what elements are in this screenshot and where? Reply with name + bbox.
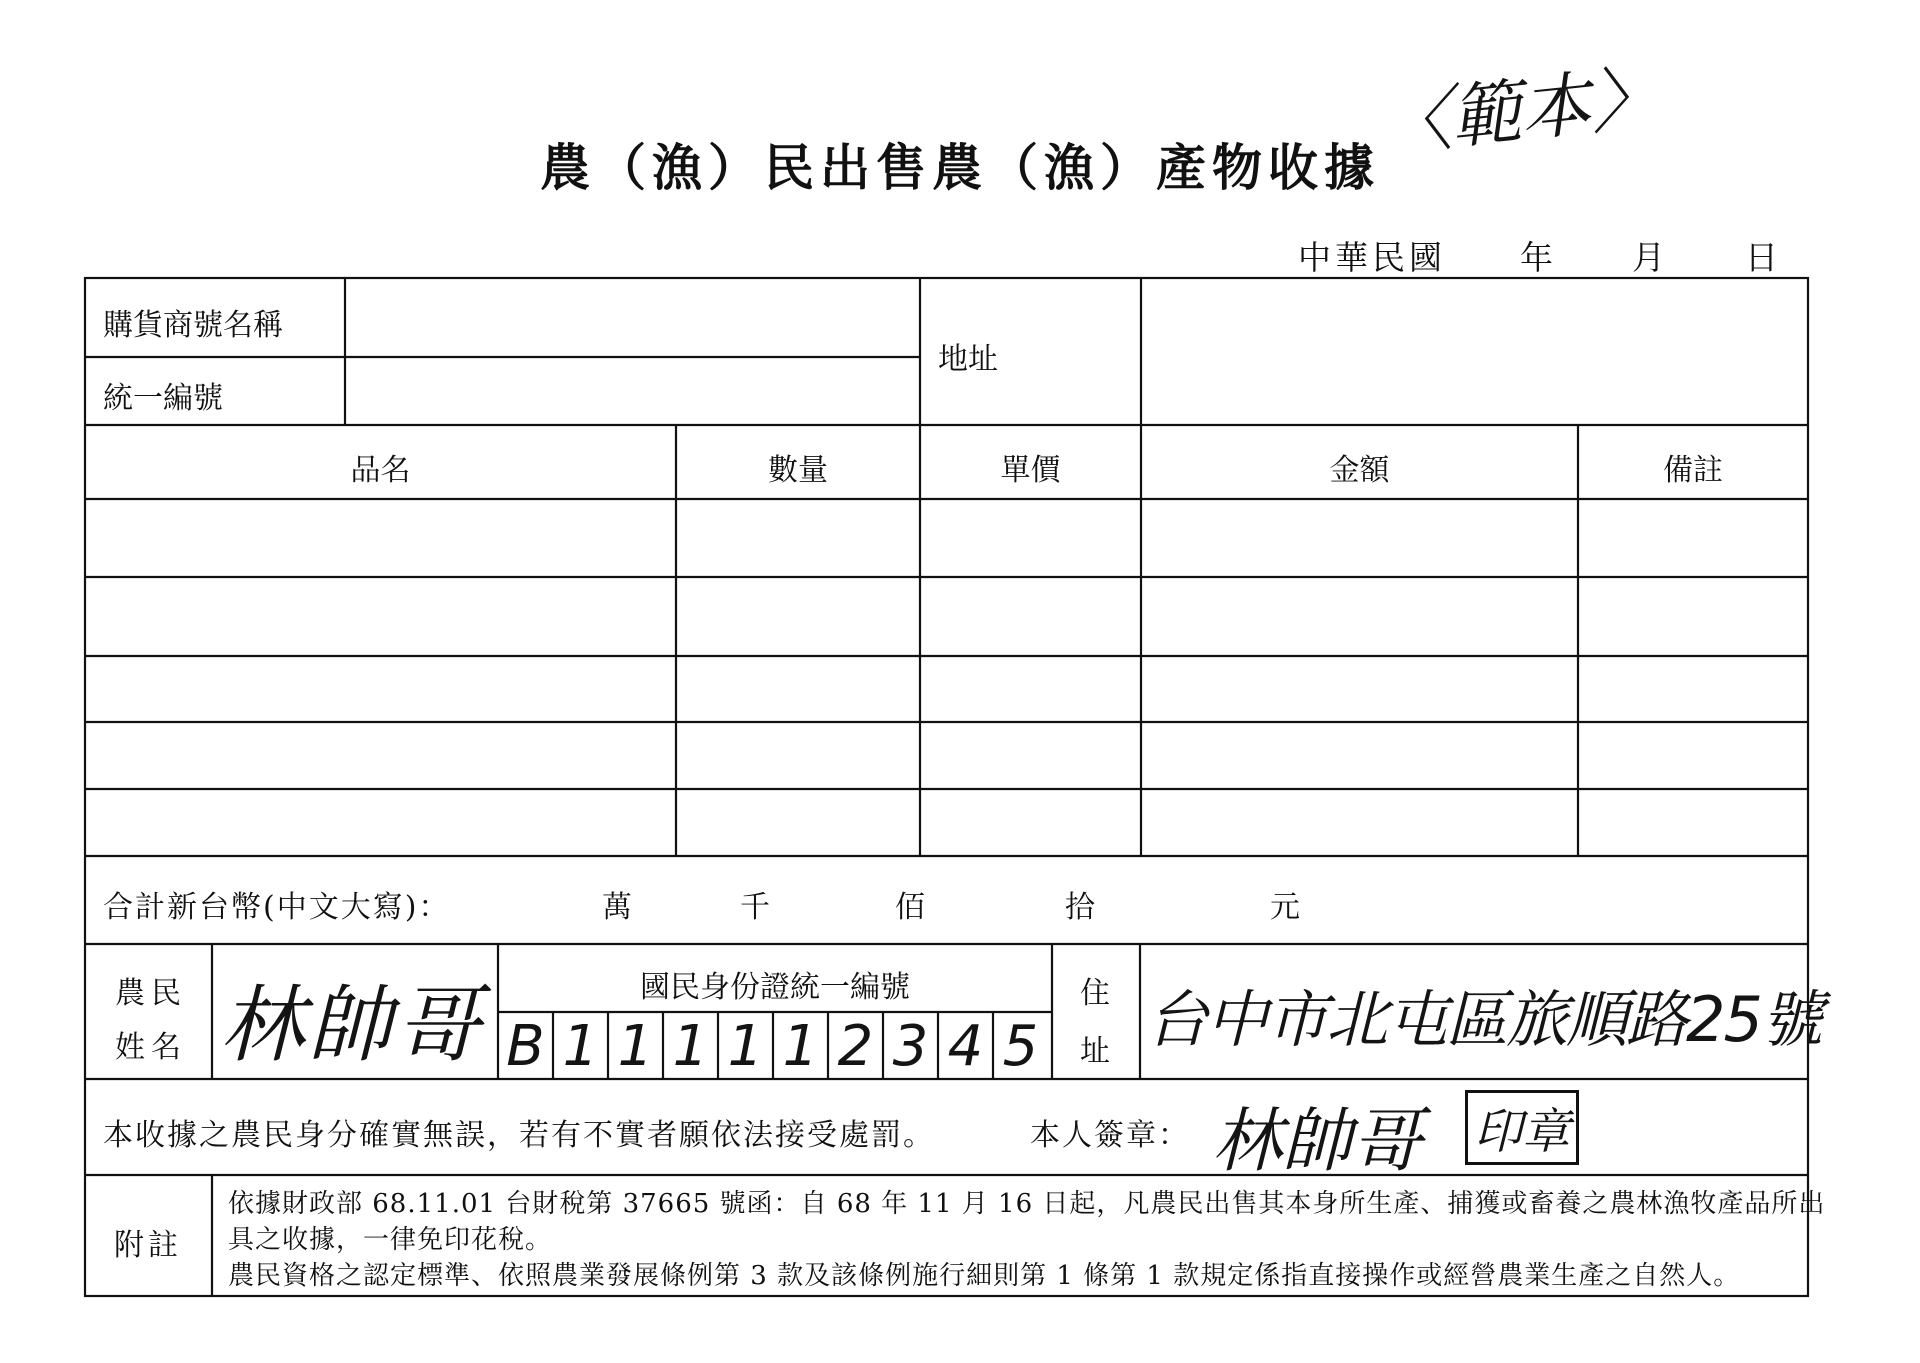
signature-label: 本人簽章： (1030, 1118, 1190, 1153)
total-unit-yuan: 元 (1270, 890, 1300, 925)
farmer-id-digit[interactable]: 4 (947, 1014, 984, 1079)
sample-mark: 〈範本〉 (1377, 55, 1665, 167)
farmer-id-digit[interactable]: 1 (727, 1014, 764, 1079)
farmer-id-digit[interactable]: 2 (837, 1014, 874, 1079)
date-era-label: 中華民國 (1298, 238, 1446, 277)
farmer-address-value[interactable]: 台中市北屯區旅順路25號 (1146, 983, 1821, 1056)
notes-label: 附註 (114, 1228, 182, 1263)
notes-line-1: 依據財政部 68.11.01 台財稅第 37665 號函：自 68 年 11 月 16 日起，凡農民出售其本身所生產、捕獲或畜養之農林漁牧產品所出 (228, 1189, 1826, 1219)
total-unit-wan: 萬 (602, 890, 632, 925)
buyer-address-field[interactable] (1143, 280, 1806, 423)
notes-line-3: 農民資格之認定標準、依照農業發展條例第 3 款及該條例施行細則第 1 條第 1 款規定係指直接操作或經營農業生產之自然人。 (228, 1261, 1741, 1291)
signature-value[interactable]: 林帥哥 (1212, 1100, 1422, 1182)
buyer-name-field[interactable] (347, 280, 918, 355)
table-row[interactable] (87, 501, 1806, 575)
farmer-id-digit[interactable]: 1 (562, 1014, 599, 1079)
farmer-id-digit[interactable]: 1 (672, 1014, 709, 1079)
header-remarks: 備註 (1663, 453, 1723, 488)
farmer-address-label-1: 住 (1080, 976, 1110, 1011)
header-amount: 金額 (1329, 453, 1390, 488)
total-unit-qian: 千 (740, 890, 770, 925)
farmer-id-digit[interactable]: 1 (782, 1014, 819, 1079)
total-unit-bai: 佰 (895, 890, 925, 925)
table-row[interactable] (87, 724, 1806, 787)
table-row[interactable] (87, 658, 1806, 720)
farmer-name-label-2: 姓名 (115, 1030, 187, 1065)
farmer-name-value[interactable]: 林帥哥 (220, 976, 485, 1074)
total-unit-shi: 拾 (1065, 890, 1095, 925)
farmer-id-digit[interactable]: 3 (892, 1014, 929, 1079)
date-year-label: 年 (1520, 238, 1557, 277)
table-row[interactable] (87, 791, 1806, 854)
header-quantity: 數量 (768, 453, 828, 488)
date-day-label: 日 (1745, 238, 1782, 277)
buyer-address-label: 地址 (938, 342, 998, 377)
farmer-name-label-1: 農民 (115, 976, 187, 1011)
total-label: 合計新台幣(中文大寫)： (103, 890, 451, 925)
page-title: 農（漁）民出售農（漁）產物收據 (540, 138, 1380, 197)
declaration-text: 本收據之農民身分確實無誤，若有不實者願依法接受處罰。 (103, 1118, 935, 1153)
farmer-id-digit[interactable]: 1 (617, 1014, 654, 1079)
header-item-name: 品名 (350, 453, 411, 488)
date-month-label: 月 (1632, 238, 1669, 277)
farmer-id-digit[interactable]: 5 (1002, 1014, 1039, 1079)
buyer-name-label: 購貨商號名稱 (103, 308, 283, 343)
notes-line-2: 具之收據，一律免印花稅。 (228, 1225, 553, 1255)
header-unit-price: 單價 (1000, 453, 1061, 488)
buyer-tax-id-label: 統一編號 (103, 381, 223, 416)
table-row[interactable] (87, 579, 1806, 654)
seal-stamp: 印章 (1465, 1090, 1579, 1165)
farmer-address-label-2: 址 (1080, 1034, 1110, 1069)
farmer-id-digit[interactable]: B (506, 1014, 545, 1079)
farmer-id-label: 國民身份證統一編號 (640, 970, 910, 1005)
buyer-tax-id-field[interactable] (347, 359, 918, 423)
